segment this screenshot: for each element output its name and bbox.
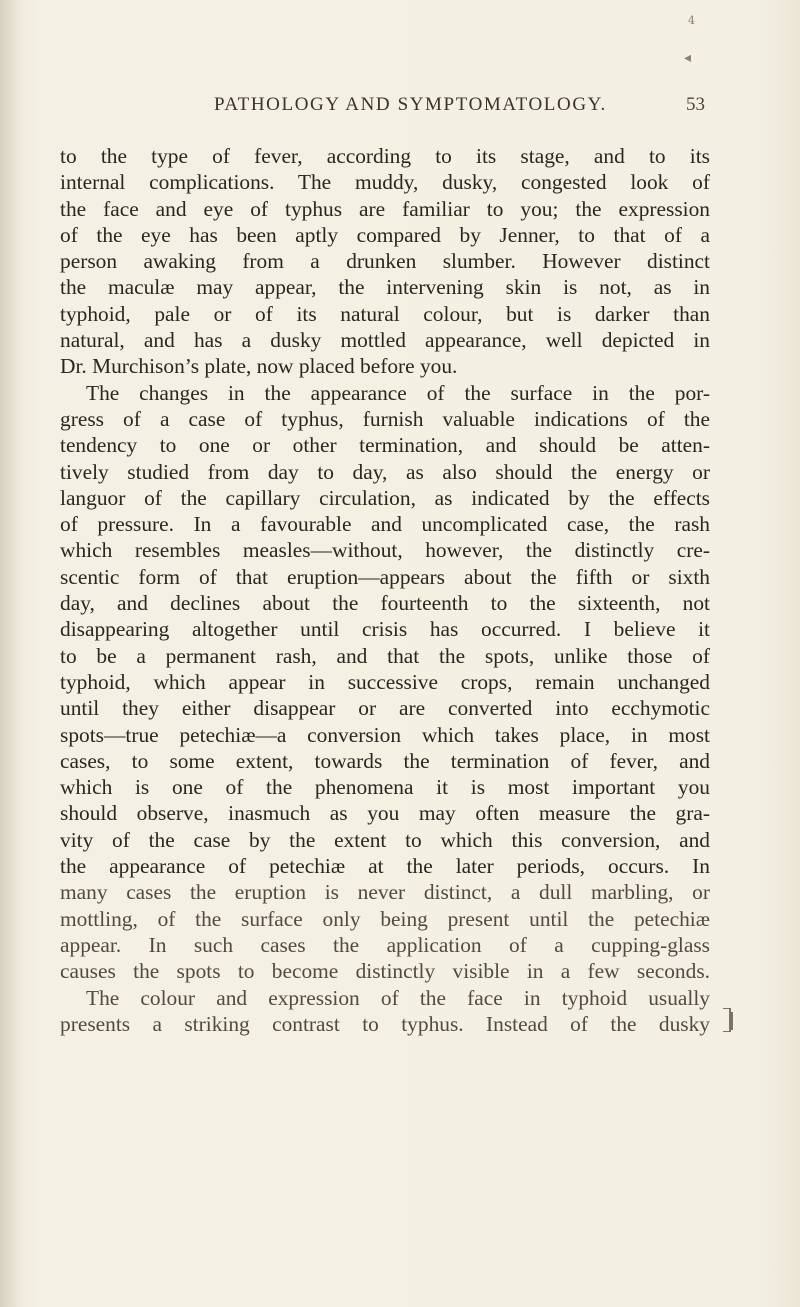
text-line: The changes in the appearance of the surface in the por- (86, 380, 710, 405)
text-line: scentic form of that eruption—appears about the fifth or sixth (60, 564, 710, 589)
text-line: to be a permanent rash, and that the spots, unlike those of (60, 643, 710, 668)
page-number: 53 (686, 94, 705, 115)
gutter-shadow (0, 0, 22, 1307)
text-line: cases, to some extent, towards the termination of fever, and (60, 748, 710, 773)
text-line: typhoid, which appear in successive crops, remain unchanged (60, 669, 710, 694)
text-line: person awaking from a drunken slumber. However distinct (60, 249, 710, 274)
text-line: the appearance of petechiæ at the later periods, occurs. In (60, 854, 710, 879)
corner-mark: 4 (688, 14, 695, 27)
text-line: the face and eye of typhus are familiar to you; the expression (60, 196, 710, 221)
text-line: many cases the eruption is never distinct, a dull marbling, or (60, 880, 710, 905)
text-line: the maculæ may appear, the intervening skin is not, as in (60, 275, 710, 300)
body-text (60, 143, 710, 1037)
running-head-title: PATHOLOGY AND SYMPTOMATOLOGY. (214, 94, 607, 115)
text-line: causes the spots to become distinctly visible in a few seconds. (60, 959, 710, 984)
text-line: tively studied from day to day, as also should the energy or (60, 459, 710, 484)
text-line: which is one of the phenomena it is most important you (60, 775, 710, 800)
text-line: The colour and expression of the face in typhoid usually (86, 985, 710, 1010)
text-line: mottling, of the surface only being present until the petechiæ (60, 906, 710, 931)
text-line: appear. In such cases the application of a cupping-glass (60, 932, 710, 957)
text-line: day, and declines about the fourteenth to the sixteenth, not (60, 591, 710, 616)
text-line: typhoid, pale or of its natural colour, but is darker than (60, 301, 710, 326)
text-line: of the eye has been aptly compared by Jenner, to that of a (60, 222, 710, 247)
text-line: natural, and has a dusky mottled appearance, well depicted in (60, 328, 710, 353)
text-line: tendency to one or other termination, and should be atten- (60, 433, 710, 458)
text-line: languor of the capillary circulation, as indicated by the effects (60, 485, 710, 510)
text-line: until they either disappear or are converted into ecchymotic (60, 696, 710, 721)
text-line: vity of the case by the extent to which this conversion, and (60, 827, 710, 852)
text-line: internal complications. The muddy, dusky, congested look of (60, 170, 710, 195)
text-line: to the type of fever, according to its stage, and to its (60, 144, 710, 168)
text-line: presents a striking contrast to typhus. Instead of the dusky (60, 1011, 710, 1036)
text-line: of pressure. In a favourable and uncomplicated case, the rash (60, 512, 710, 537)
corner-ornament: ◂ (684, 50, 692, 66)
margin-mark (723, 1008, 731, 1032)
text-line: Dr. Murchison’s plate, now placed before you. (60, 354, 458, 379)
text-line: which resembles measles—without, however, the distinctly cre- (60, 538, 710, 563)
text-line: disappearing altogether until crisis has occurred. I believe it (60, 617, 710, 642)
margin-mark-stroke (731, 1012, 733, 1030)
running-head (0, 94, 800, 124)
text-line: should observe, inasmuch as you may often measure the gra- (60, 801, 710, 826)
text-line: spots—true petechiæ—a conversion which takes place, in most (60, 722, 710, 747)
text-line: gress of a case of typhus, furnish valuable indications of the (60, 406, 710, 431)
